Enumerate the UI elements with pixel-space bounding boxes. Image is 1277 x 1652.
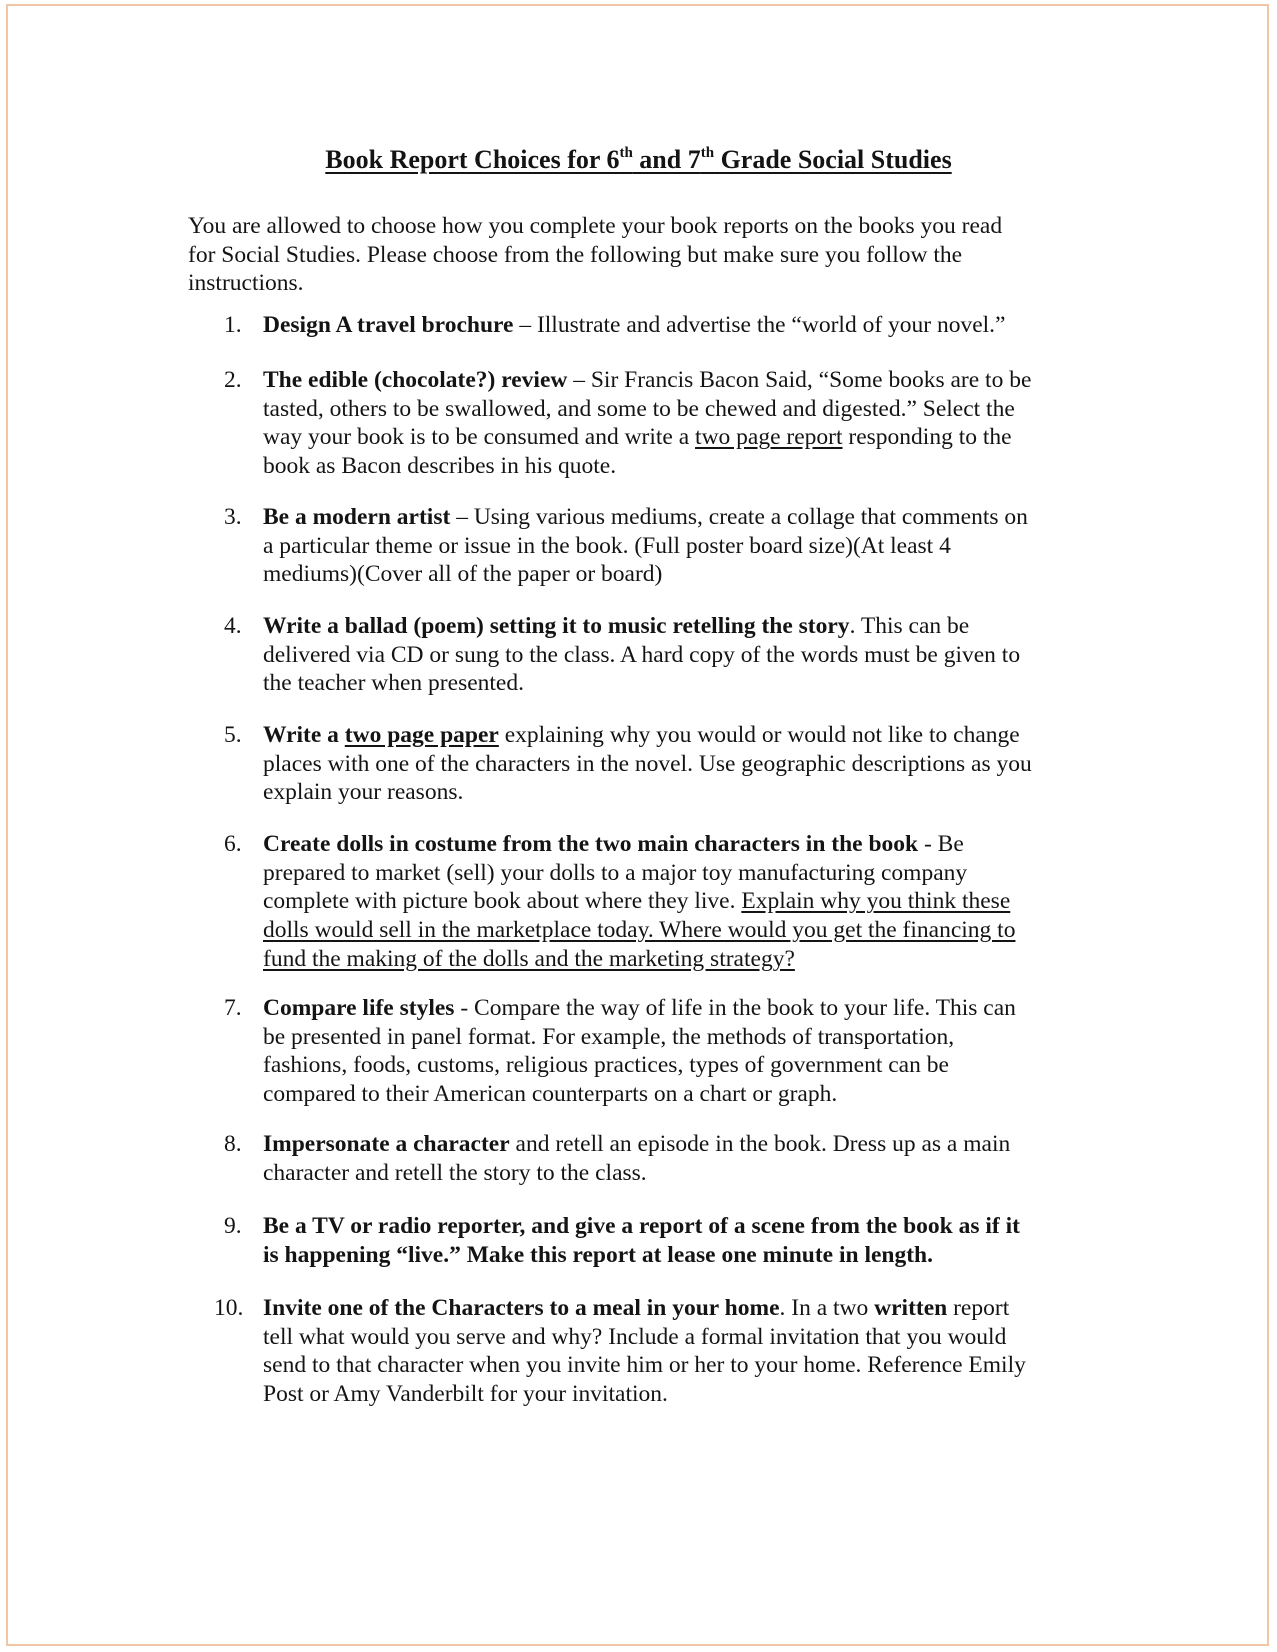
list-item-line (263, 994, 1098, 1023)
list-item-text (263, 1130, 1098, 1187)
bold-text: Impersonate a character (263, 1131, 510, 1157)
bold-text: The edible (chocolate?) review (263, 367, 568, 393)
list-item-text (263, 366, 1098, 481)
body-text: . In a two (779, 1295, 875, 1321)
list-item (188, 1294, 1098, 1409)
list-item-line (263, 721, 1098, 750)
body-text: send to that character when you invite him or her to your home. Reference Emily (263, 1352, 1026, 1379)
list-item-line (263, 395, 1098, 424)
intro-paragraph (188, 212, 1088, 298)
list-item-line (263, 1023, 1098, 1052)
underlined-text: Explain why you think these (741, 888, 1011, 915)
list-item (188, 612, 1098, 698)
list-item-line (263, 669, 1098, 698)
list-item-text (263, 612, 1098, 698)
list-item-line (263, 916, 1098, 945)
body-text: explaining why you would or would not like to change (498, 722, 1020, 748)
bold-text: is happening “live.” Make this report at lease one minute in length. (263, 1241, 933, 1268)
underlined-text: fund the making of the dolls and the marketing strategy? (263, 945, 795, 972)
list-item-number: 10. (214, 1295, 244, 1321)
body-text: and retell an episode in the book. Dress up as a main (509, 1131, 1011, 1157)
list-item-text (263, 721, 1098, 807)
list-item-line (263, 366, 1098, 395)
list-item-text (263, 1294, 1098, 1409)
list-item-number: 7. (224, 995, 242, 1021)
list-item (188, 366, 1098, 481)
body-text: delivered via CD or sung to the class. A hard copy of the words must be given to (263, 641, 1021, 668)
body-text: tell what would you serve and why? Include a formal invitation that you would (263, 1323, 1007, 1350)
bold-text: Design A travel brochure (263, 312, 514, 338)
list-item-number: 9. (224, 1213, 242, 1239)
list-item (188, 311, 1098, 340)
list-item-line (263, 1351, 1098, 1380)
list-item (188, 721, 1098, 807)
list-item-line (263, 859, 1098, 888)
intro-line: for Social Studies. Please choose from the following but make sure you follow the (188, 241, 963, 268)
list-item-number: 3. (224, 504, 242, 530)
underlined-text: two page report (695, 424, 843, 451)
bold-text: Compare life styles (263, 995, 455, 1021)
title-text-3: Grade Social Studies (714, 145, 952, 174)
list-item-number: 6. (224, 831, 242, 857)
list-item (188, 830, 1098, 974)
list-item-number: 2. (224, 367, 242, 393)
list-item-line (263, 1294, 1098, 1323)
title-text-2: and 7 (632, 145, 701, 174)
list-item-line (263, 452, 1098, 481)
body-text: - Be (918, 831, 964, 857)
body-text: . This can be (849, 613, 970, 639)
list-item-number: 8. (224, 1131, 242, 1157)
list-item-line (263, 830, 1098, 859)
list-item-line (263, 1159, 1098, 1188)
list-item-line (263, 560, 1098, 589)
list-item-line (263, 1380, 1098, 1409)
list-item-line (263, 641, 1098, 670)
underlined-text: dolls would sell in the marketplace today. Where would you get the financing to (263, 917, 1016, 944)
list-item-number: 1. (224, 312, 242, 338)
body-text: fashions, foods, customs, religious practices, types of government can be (263, 1052, 949, 1079)
body-text: character and retell the story to the class. (263, 1159, 647, 1186)
body-text: – Illustrate and advertise the “world of your novel.” (513, 312, 1006, 338)
list-item-line (263, 423, 1098, 452)
list-item-text (263, 1212, 1098, 1269)
list-item-text (263, 830, 1098, 974)
list-item-line (263, 503, 1098, 532)
body-text: mediums)(Cover all of the paper or board) (263, 561, 663, 588)
bold-text: written (874, 1295, 948, 1321)
list-item (188, 1130, 1098, 1187)
body-text: way your book is to be consumed and write a (263, 424, 696, 451)
body-text: compared to their American counterparts on a chart or graph. (263, 1081, 838, 1108)
list-item-line (263, 532, 1098, 561)
list-item-text (263, 503, 1098, 589)
body-text: tasted, others to be swallowed, and some to be chewed and digested.” Select the (263, 395, 1015, 422)
body-text: - Compare the way of life in the book to your life. This can (454, 995, 1016, 1021)
bold-underlined-text: two page paper (344, 722, 499, 748)
body-text: Post or Amy Vanderbilt for your invitation. (263, 1381, 668, 1408)
list-item-line (263, 1241, 1098, 1270)
list-item-number: 5. (224, 722, 242, 748)
body-text: – Sir Francis Bacon Said, “Some books are to be (567, 367, 1032, 393)
list-item-line (263, 1130, 1098, 1159)
list-item-text (263, 311, 1098, 340)
intro-line: instructions. (188, 270, 304, 297)
list-item-line (263, 1051, 1098, 1080)
intro-line: You are allowed to choose how you complete your book reports on the books you read (188, 213, 1003, 239)
list-item-line (263, 750, 1098, 779)
document-title (0, 146, 1277, 175)
list-item (188, 994, 1098, 1109)
title-superscript-1: th (619, 145, 633, 161)
body-text: – Using various mediums, create a collage that comments on (450, 504, 1028, 530)
bold-text: Write a (263, 722, 345, 748)
body-text: complete with picture book about where they live. (263, 888, 742, 915)
list-item-line (263, 1212, 1098, 1241)
list-item-number: 4. (224, 613, 242, 639)
body-text: places with one of the characters in the novel. Use geographic descriptions as you (263, 750, 1032, 777)
list-item-text (263, 994, 1098, 1109)
title-superscript-2: th (700, 145, 715, 161)
list-item-line (263, 778, 1098, 807)
title-text-1: Book Report Choices for 6 (325, 145, 620, 174)
list-item-line (263, 311, 1098, 340)
bold-text: Be a TV or radio reporter, and give a report of a scene from the book as if it (263, 1213, 1020, 1239)
body-text: a particular theme or issue in the book. (Full poster board size)(At least 4 (263, 532, 951, 559)
list-item-line (263, 1323, 1098, 1352)
bold-text: Invite one of the Characters to a meal in your home (263, 1295, 780, 1321)
list-item (188, 1212, 1098, 1269)
body-text: the teacher when presented. (263, 670, 524, 697)
body-text: book as Bacon describes in his quote. (263, 453, 617, 480)
list-item-line (263, 945, 1098, 974)
body-text: be presented in panel format. For example, the methods of transportation, (263, 1023, 955, 1050)
body-text: prepared to market (sell) your dolls to a major toy manufacturing company (263, 859, 968, 886)
body-text: responding to the (842, 424, 1012, 451)
body-text: report (947, 1295, 1010, 1321)
bold-text: Create dolls in costume from the two main characters in the book (263, 831, 919, 857)
list-item (188, 503, 1098, 589)
body-text: explain your reasons. (263, 779, 464, 806)
list-item-line (263, 612, 1098, 641)
bold-text: Write a ballad (poem) setting it to music retelling the story (263, 613, 850, 639)
list-item-line (263, 1080, 1098, 1109)
list-item-line (263, 887, 1098, 916)
bold-text: Be a modern artist (263, 504, 451, 530)
